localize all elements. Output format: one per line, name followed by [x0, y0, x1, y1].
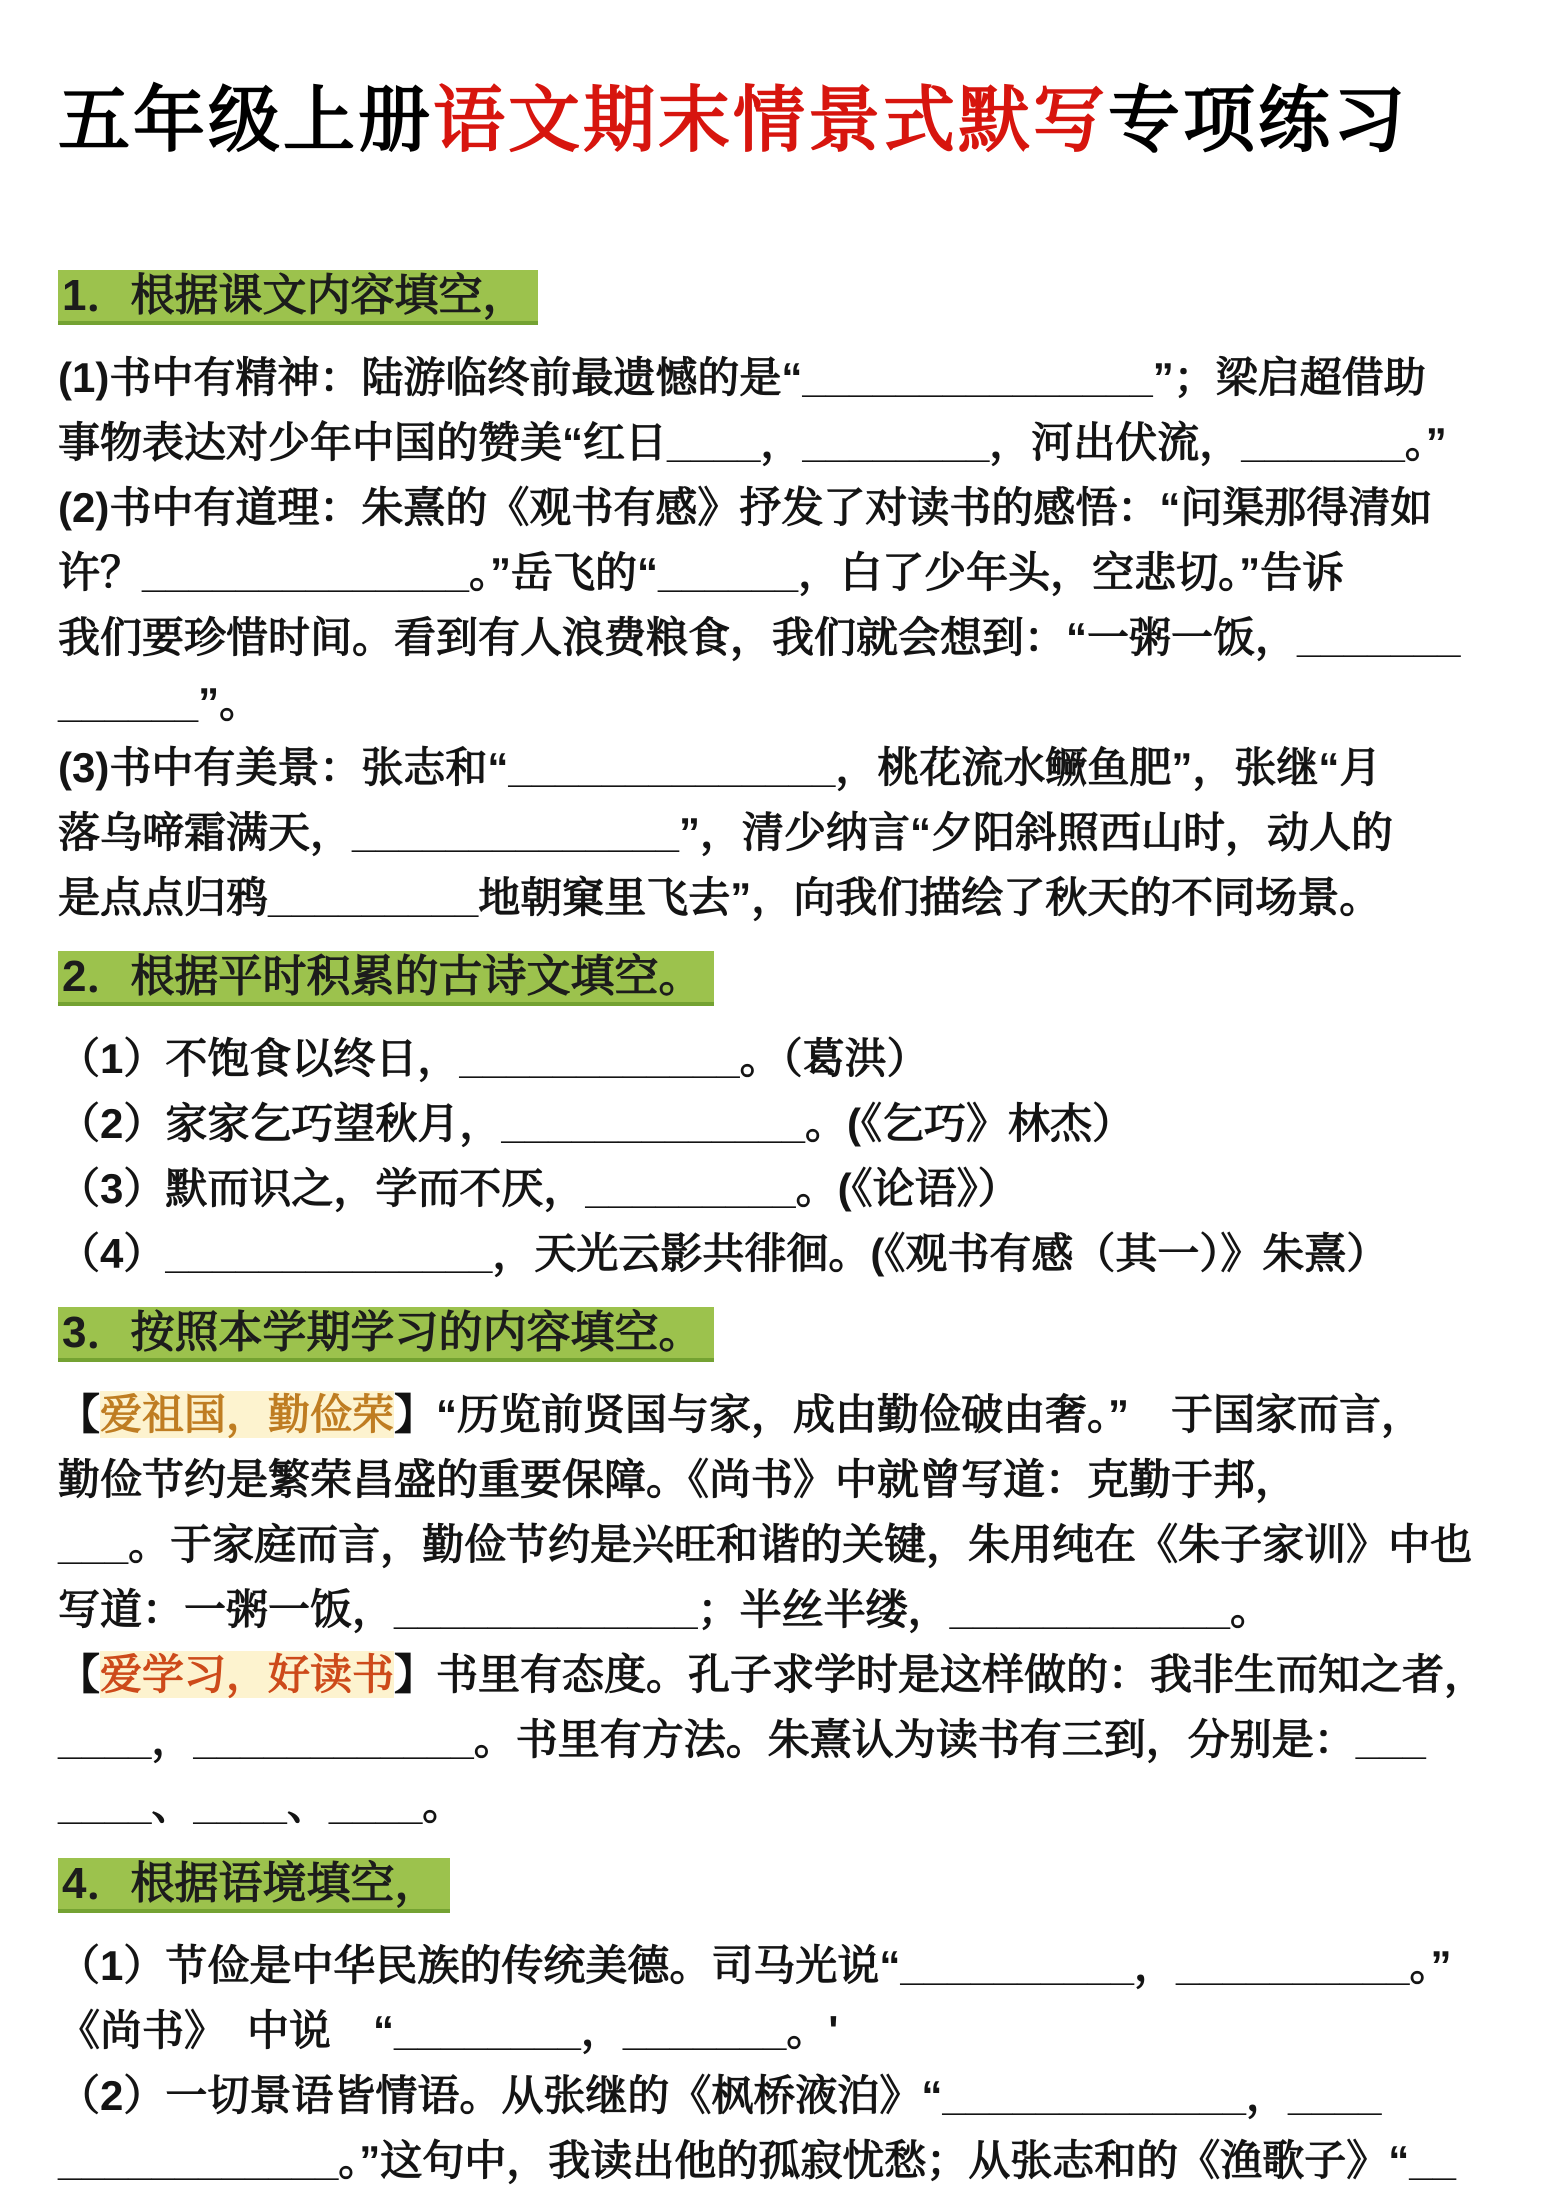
text-line: ______”。	[58, 678, 262, 726]
tag-bracket-close: 】	[394, 1390, 437, 1438]
title-part-highlight-red: 语文期末情景式默写	[433, 81, 1109, 161]
text-line: （3）默而识之，学而不厌，_________。(《论语》）	[58, 1164, 1020, 1212]
text-line: (1)书中有精神：陆游临终前最遗憾的是“_______________”；梁启超借助	[58, 353, 1426, 401]
text-line: 我们要珍惜时间。看到有人浪费粮食，我们就会想到：“一粥一饭，_______	[58, 613, 1461, 661]
tag-bracket-open: 【	[58, 1390, 101, 1438]
text-line: ___。于家庭而言，勤俭节约是兴旺和谐的关键，朱用纯在《朱子家训》中也	[58, 1520, 1473, 1568]
text-line: 《尚书》 中说 “________，_______。'	[58, 2006, 839, 2054]
text-line: （2）家家乞巧望秋月，_____________。(《乞巧》林杰）	[58, 1099, 1135, 1147]
text-line: （1）不饱食以终日，____________。（葛洪）	[58, 1034, 929, 1082]
text-run: 书里有态度。孔子求学时是这样做的：我非生而知之者，	[436, 1650, 1487, 1698]
tag-bracket-close: 】	[394, 1650, 437, 1698]
section-2	[58, 944, 1510, 1286]
section-1-heading: 1．根据课文内容填空，	[58, 270, 538, 321]
text-line: 写道：一粥一饭，_____________；半丝半缕，____________。	[58, 1585, 1272, 1633]
section-3-heading: 3．按照本学期学习的内容填空。	[58, 1307, 714, 1358]
section-2-heading-row	[58, 944, 1510, 1020]
text-line: （1）节俭是中华民族的传统美德。司马光说“__________，__________。”	[58, 1941, 1452, 1989]
text-line: 勤俭节约是繁荣昌盛的重要保障。《尚书》中就曾写道：克勤于邦，	[58, 1455, 1298, 1503]
tag-patriot-thrift: 爱祖国，勤俭荣	[100, 1390, 395, 1438]
section-1	[58, 263, 1510, 930]
tag-bracket-open: 【	[58, 1650, 101, 1698]
text-line: ____，____________。书里有方法。朱熹认为读书有三到，分别是：___	[58, 1715, 1426, 1763]
section-4-heading: 4．根据语境填空，	[58, 1858, 450, 1909]
section-4	[58, 1851, 1510, 2193]
text-line: ____、____、____。	[58, 1780, 465, 1828]
page-title	[58, 80, 1510, 163]
text-line: 是点点归鸦_________地朝窠里飞去”，向我们描绘了秋天的不同场景。	[58, 873, 1382, 921]
text-line: 许？______________。”岳飞的“______，白了少年头，空悲切。”告诉	[58, 548, 1345, 596]
section-3	[58, 1300, 1510, 1837]
tag-study-reading: 爱学习，好读书	[100, 1650, 395, 1698]
text-run: “历览前贤国与家，成由勤俭破由奢。” 于国家而言，	[436, 1390, 1424, 1438]
text-line: 落乌啼霜满天，______________”，清少纳言“夕阳斜照西山时，动人的	[58, 808, 1394, 856]
text-line: （4）______________，天光云影共徘徊。(《观书有感（其一）》朱熹）	[58, 1229, 1389, 1277]
section-2-heading: 2．根据平时积累的古诗文填空。	[58, 951, 714, 1002]
title-part-left: 五年级上册	[58, 81, 434, 161]
section-1-heading-row	[58, 263, 1510, 339]
text-line-tagged	[58, 1642, 1510, 1707]
section-3-heading-row	[58, 1300, 1510, 1376]
section-4-heading-row	[58, 1851, 1510, 1927]
text-line: (3)书中有美景：张志和“______________，桃花流水鳜鱼肥”，张继“月	[58, 743, 1382, 791]
text-line-tagged	[58, 1382, 1510, 1447]
text-line: ____________。”这句中，我读出他的孤寂忧愁；从张志和的《渔歌子》“__	[58, 2136, 1457, 2184]
title-part-right: 专项练习	[1108, 81, 1409, 161]
text-line: （2）一切景语皆情语。从张继的《枫桥液泊》“_____________，____	[58, 2071, 1382, 2119]
text-line: (2)书中有道理：朱熹的《观书有感》抒发了对读书的感悟：“问渠那得清如	[58, 483, 1433, 531]
text-line: 事物表达对少年中国的赞美“红日____，________，河出伏流，_______。”	[58, 418, 1447, 466]
